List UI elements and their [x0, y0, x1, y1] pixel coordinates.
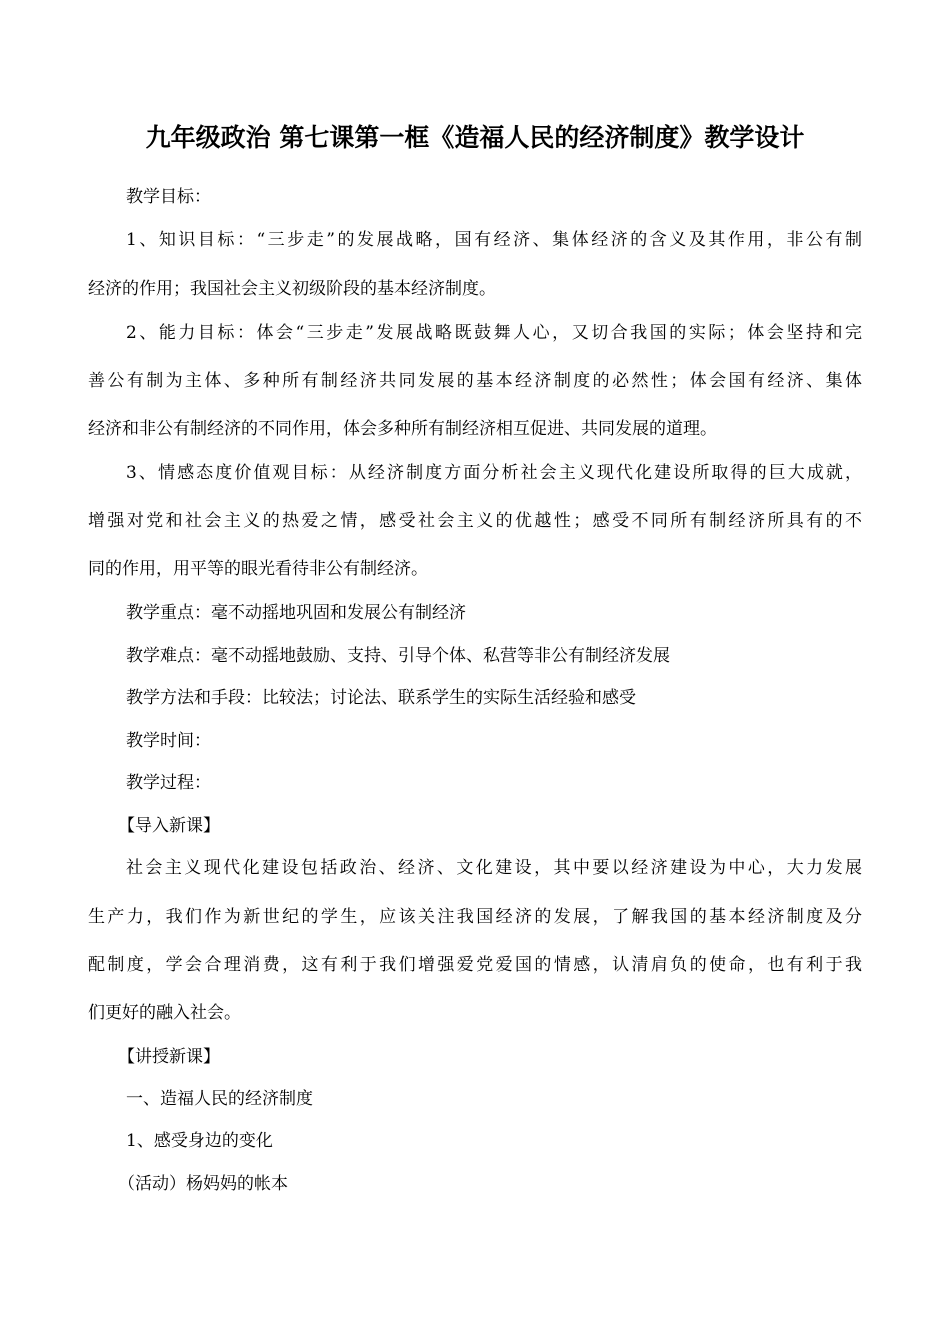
teaching-time-line: 教学时间：: [126, 731, 211, 751]
difficult-point-line: 教学难点：毫不动摇地鼓励、支持、引导个体、私营等非公有制经济发展: [126, 646, 670, 666]
key-point-line: 教学重点：毫不动摇地巩固和发展公有制经济: [126, 603, 466, 623]
intro-paragraph-line-3: 配制度，学会合理消费，这有利于我们增强爱党爱国的情感，认清肩负的使命，也有利于我: [88, 955, 862, 975]
intro-paragraph-line-4: 们更好的融入社会。: [88, 1003, 241, 1023]
knowledge-goal-line-2: 经济的作用；我国社会主义初级阶段的基本经济制度。: [88, 279, 496, 299]
document-title: 九年级政治 第七课第一框《造福人民的经济制度》教学设计: [145, 123, 805, 152]
ability-goal-line-1: 2、能力目标：体会“三步走”发展战略既鼓舞人心，又切合我国的实际；体会坚持和完: [126, 323, 862, 343]
activity-line: （活动）杨妈妈的帐本: [118, 1174, 288, 1194]
teaching-goals-heading: 教学目标：: [126, 187, 211, 207]
section-one-heading: 一、造福人民的经济制度: [126, 1089, 313, 1109]
lecture-section-heading: 【讲授新课】: [118, 1047, 220, 1067]
teaching-method-line: 教学方法和手段：比较法；讨论法、联系学生的实际生活经验和感受: [126, 688, 636, 708]
ability-goal-line-3: 经济和非公有制经济的不同作用，体会多种所有制经济相互促进、共同发展的道理。: [88, 419, 717, 439]
intro-paragraph-line-1: 社会主义现代化建设包括政治、经济、文化建设，其中要以经济建设为中心，大力发展: [126, 858, 862, 878]
subsection-one-heading: 1、感受身边的变化: [126, 1131, 273, 1151]
emotion-goal-line-2: 增强对党和社会主义的热爱之情，感受社会主义的优越性；感受不同所有制经济所具有的不: [88, 511, 862, 531]
knowledge-goal-line-1: 1、知识目标：“三步走”的发展战略，国有经济、集体经济的含义及其作用，非公有制: [126, 230, 862, 250]
ability-goal-line-2: 善公有制为主体、多种所有制经济共同发展的基本经济制度的必然性；体会国有经济、集体: [88, 371, 862, 391]
emotion-goal-line-1: 3、情感态度价值观目标：从经济制度方面分析社会主义现代化建设所取得的巨大成就，: [126, 463, 862, 483]
emotion-goal-line-3: 同的作用，用平等的眼光看待非公有制经济。: [88, 559, 428, 579]
teaching-process-line: 教学过程：: [126, 773, 211, 793]
intro-paragraph-line-2: 生产力，我们作为新世纪的学生，应该关注我国经济的发展，了解我国的基本经济制度及分: [88, 907, 862, 927]
intro-section-heading: 【导入新课】: [118, 816, 220, 836]
